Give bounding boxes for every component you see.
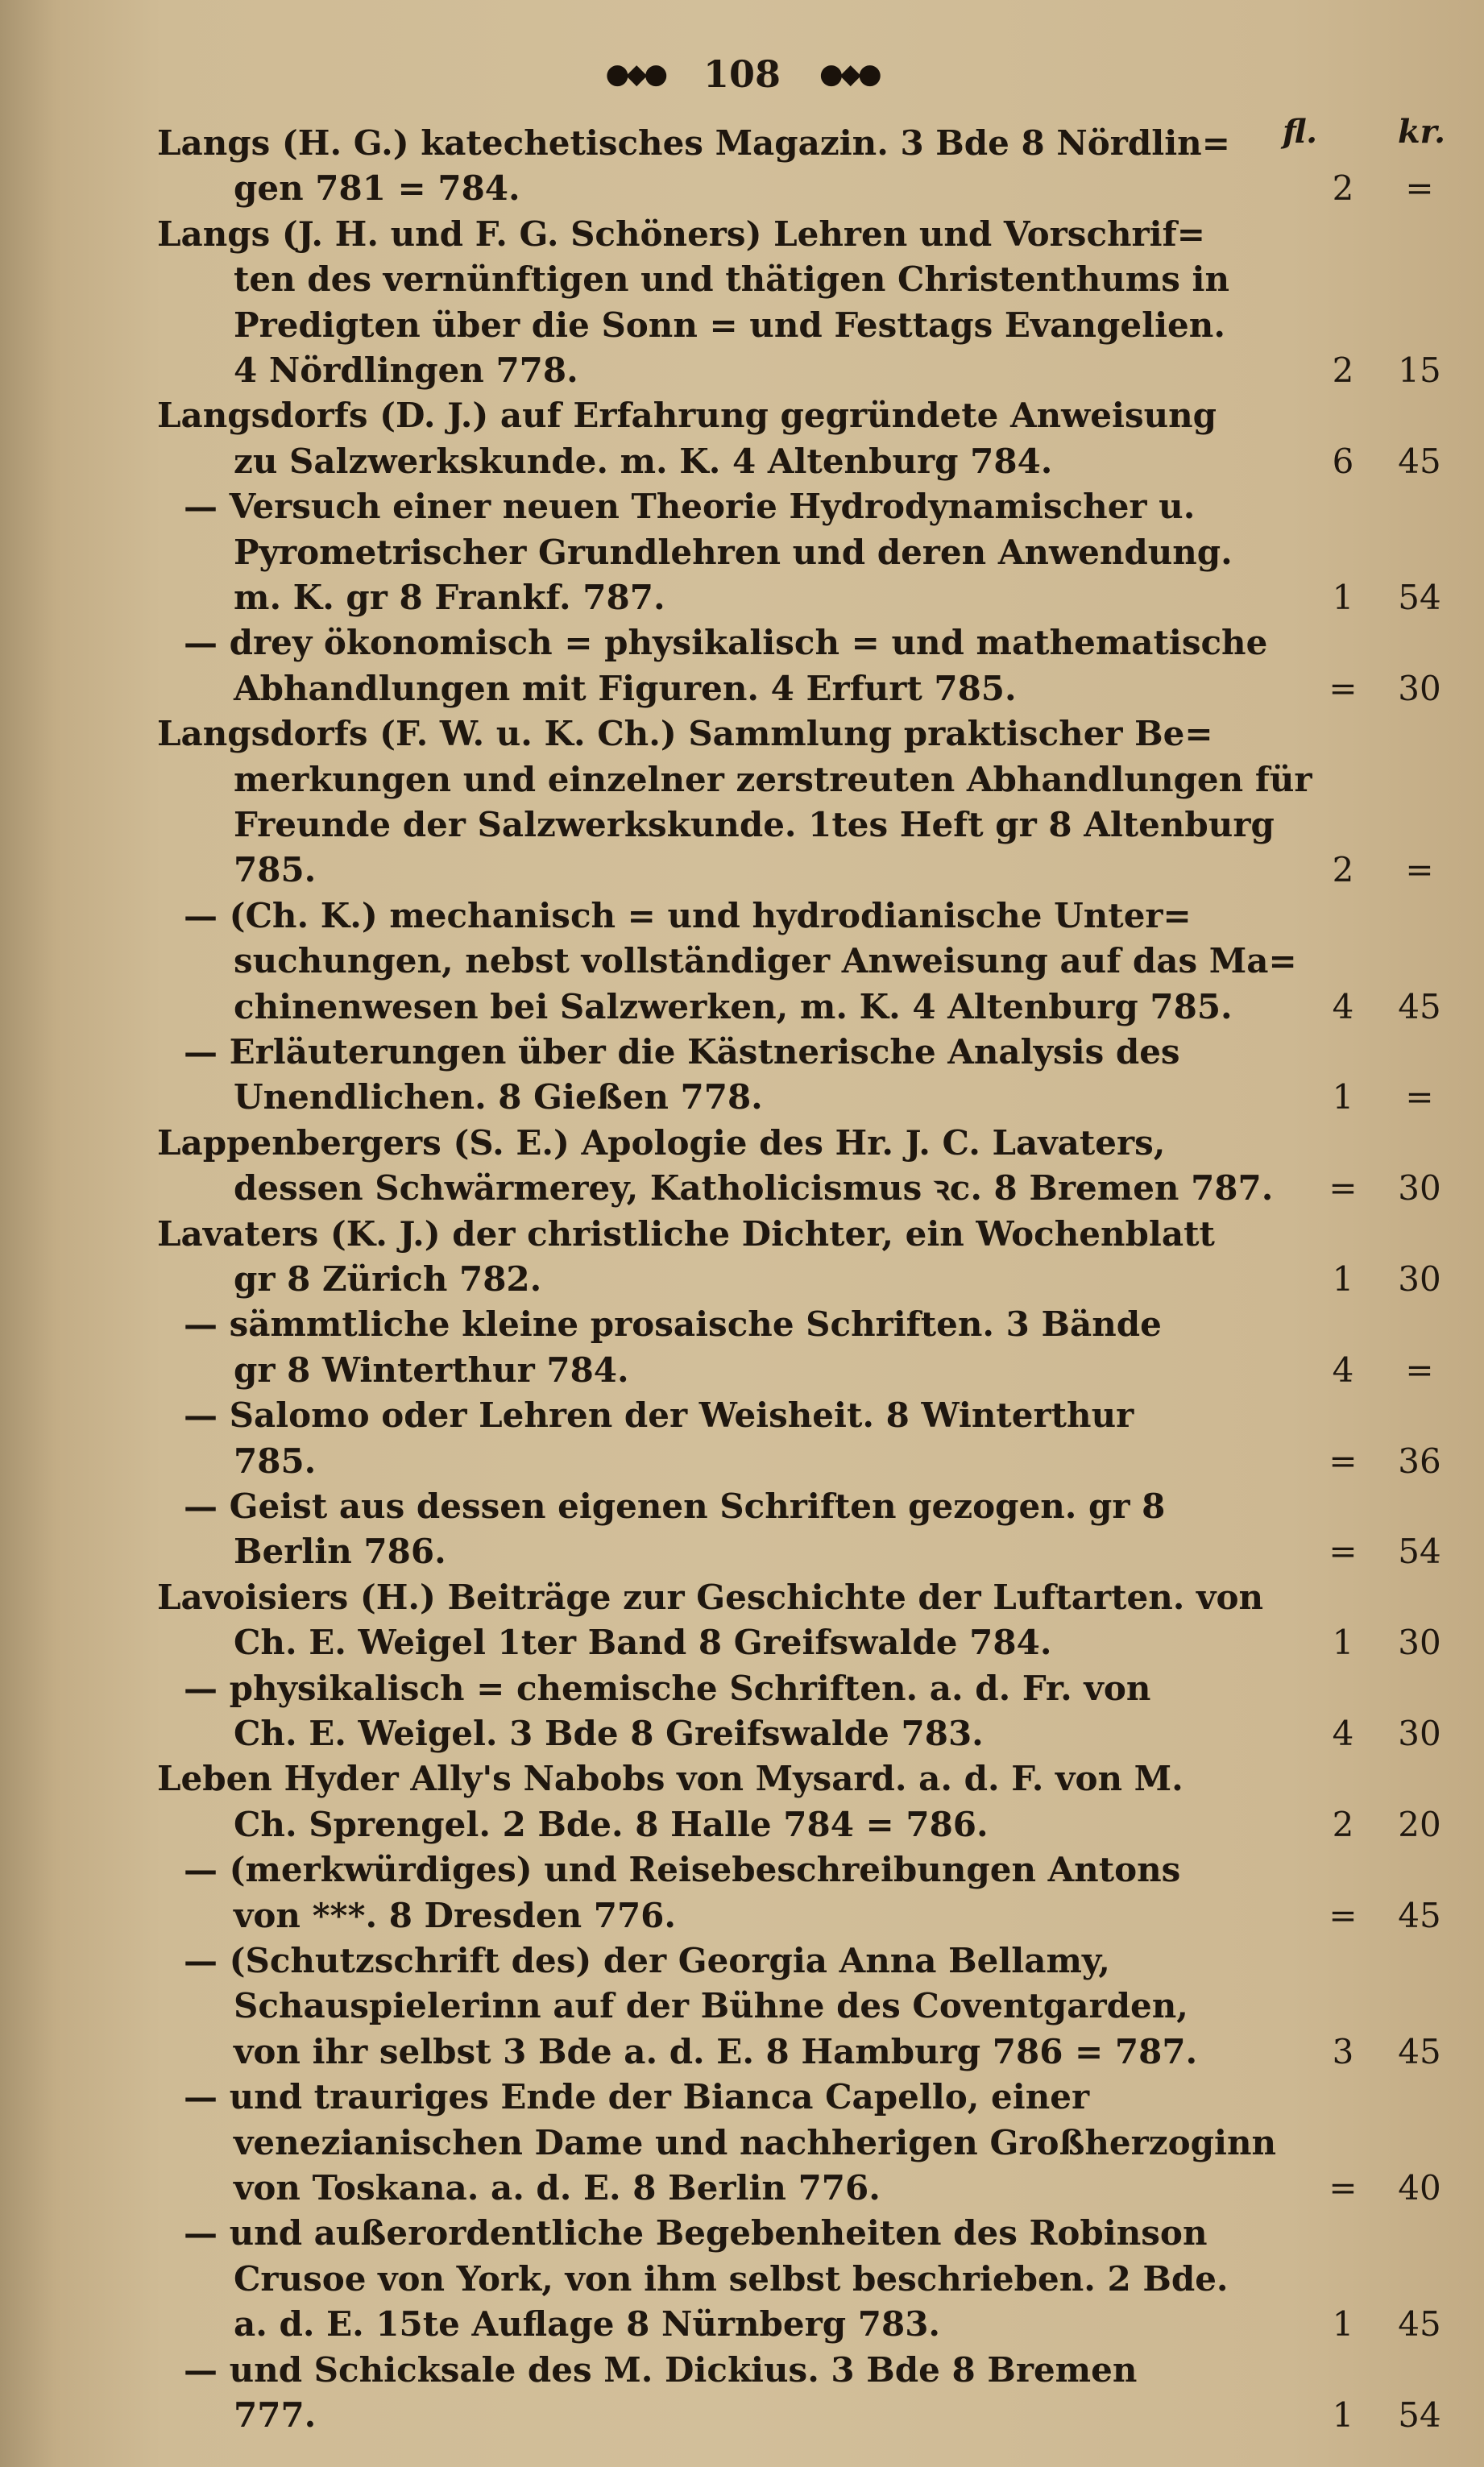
entry-text: — (merkwürdiges) und Reisebeschreibungen Antons: [184, 1850, 1181, 1890]
catalog-line: [0, 393, 1484, 438]
price-florin: 2: [1332, 850, 1354, 890]
catalog-line: [0, 348, 1484, 393]
entry-text: gen 781 = 784.: [234, 168, 520, 209]
catalog-line: [0, 1938, 1484, 1984]
price-florin: 3: [1332, 2031, 1354, 2071]
entry-text: suchungen, nebst vollständiger Anweisung auf das Ma=: [234, 941, 1297, 981]
price-kreuzer: 30: [1398, 1714, 1441, 1753]
entry-text: gr 8 Winterthur 784.: [234, 1350, 629, 1390]
entry-text: ten des vernünftigen und thätigen Christenthums in: [234, 259, 1230, 300]
price-florin: 1: [1332, 2304, 1354, 2345]
entry-text: — Geist aus dessen eigenen Schriften gezogen. gr 8: [184, 1486, 1166, 1526]
entry-text: gr 8 Zürich 782.: [234, 1259, 542, 1299]
catalog-line: [0, 1893, 1484, 1938]
entry-text: — und Schicksale des M. Dickius. 3 Bde 8 Bremen: [184, 2349, 1138, 2390]
price-kreuzer: 45: [1398, 986, 1441, 1026]
catalog-line: [0, 711, 1484, 757]
entry-text: Lavaters (K. J.) der christliche Dichter, ein Wochenblatt: [157, 1213, 1215, 1254]
catalog-line: [0, 212, 1484, 257]
catalog-line: [0, 620, 1484, 665]
entry-text: Ch. E. Weigel 1ter Band 8 Greifswalde 784.: [234, 1623, 1052, 1663]
column-header-fl: fl.: [1283, 113, 1318, 151]
price-florin: 1: [1332, 2395, 1354, 2435]
catalog-line: [0, 2393, 1484, 2438]
entry-text: — sämmtliche kleine prosaische Schriften. 3 Bände: [184, 1304, 1162, 1345]
entry-text: von ***. 8 Dresden 776.: [234, 1895, 677, 1935]
catalog-line: [0, 2211, 1484, 2256]
catalog-line: [0, 1575, 1484, 1620]
price-kreuzer: =: [1405, 850, 1434, 890]
catalog-line: [0, 1529, 1484, 1574]
price-florin: =: [1329, 1441, 1358, 1481]
entry-text: Unendlichen. 8 Gießen 778.: [234, 1077, 763, 1117]
price-florin: 2: [1332, 168, 1354, 209]
catalog-line: [0, 666, 1484, 711]
price-kreuzer: 30: [1398, 1168, 1441, 1209]
catalog-line: [0, 2030, 1484, 2075]
entry-text: venezianischen Dame und nachherigen Großherzoginn: [234, 2122, 1277, 2162]
price-florin: 2: [1332, 1804, 1354, 1844]
catalog-line: [0, 2348, 1484, 2393]
entry-text: chinenwesen bei Salzwerken, m. K. 4 Altenburg 785.: [234, 986, 1233, 1026]
entry-text: von Toskana. a. d. E. 8 Berlin 776.: [234, 2168, 881, 2208]
price-kreuzer: =: [1405, 168, 1434, 209]
entry-text: 785.: [234, 850, 317, 890]
catalog-line: [0, 1802, 1484, 1847]
price-florin: 1: [1332, 1259, 1354, 1299]
entry-text: — drey ökonomisch = physikalisch = und mathematische: [184, 623, 1268, 663]
catalog-line: [0, 484, 1484, 529]
ornament-left: ●◆●: [605, 58, 665, 90]
catalog-line: [0, 1075, 1484, 1120]
entry-text: Langsdorfs (D. J.) auf Erfahrung gegründete Anweisung: [157, 396, 1217, 436]
price-florin: =: [1329, 1532, 1358, 1572]
entry-text: 4 Nördlingen 778.: [234, 350, 578, 390]
catalog-line: [0, 1711, 1484, 1756]
price-kreuzer: 45: [1398, 441, 1441, 481]
price-florin: 4: [1332, 1714, 1354, 1753]
catalog-line: [0, 2075, 1484, 2120]
catalog-line: [0, 439, 1484, 484]
price-florin: 1: [1332, 578, 1354, 617]
price-florin: 1: [1332, 1623, 1354, 1663]
price-kreuzer: 15: [1398, 350, 1441, 390]
price-florin: 4: [1332, 986, 1354, 1026]
price-florin: 6: [1332, 441, 1354, 481]
catalog-line: [0, 2302, 1484, 2347]
entry-text: Lappenbergers (S. E.) Apologie des Hr. J. C. Lavaters,: [157, 1122, 1166, 1163]
catalog-line: [0, 1439, 1484, 1484]
entry-text: merkungen und einzelner zerstreuten Abhandlungen für: [234, 759, 1312, 799]
catalog-line: [0, 303, 1484, 348]
catalog-line: [0, 1984, 1484, 2029]
entry-text: — und außerordentliche Begebenheiten des Robinson: [184, 2213, 1208, 2253]
page-number: 108: [703, 52, 781, 96]
catalog-line: [0, 2166, 1484, 2211]
entry-text: Crusoe von York, von ihm selbst beschrieben. 2 Bde.: [234, 2258, 1229, 2299]
entry-text: — Erläuterungen über die Kästnerische Analysis des: [184, 1032, 1180, 1072]
catalog-line: [0, 1030, 1484, 1075]
entry-text: 785.: [234, 1441, 317, 1481]
price-kreuzer: 45: [1398, 1895, 1441, 1935]
catalog-line: [0, 121, 1484, 166]
entry-text: Berlin 786.: [234, 1532, 446, 1572]
catalog-line: [0, 1348, 1484, 1393]
entry-text: — physikalisch = chemische Schriften. a. d. Fr. von: [184, 1668, 1151, 1708]
entry-text: von ihr selbst 3 Bde a. d. E. 8 Hamburg 786 = 787.: [234, 2031, 1198, 2071]
entry-text: dessen Schwärmerey, Katholicismus ꝛc. 8 Bremen 787.: [234, 1168, 1274, 1209]
price-kreuzer: 54: [1398, 2395, 1441, 2435]
catalog-line: [0, 1756, 1484, 1802]
price-kreuzer: 54: [1398, 1532, 1441, 1572]
price-kreuzer: 30: [1398, 1259, 1441, 1299]
catalog-line: [0, 1620, 1484, 1665]
entry-text: Freunde der Salzwerkskunde. 1tes Heft gr 8 Altenburg: [234, 805, 1275, 844]
price-kreuzer: 20: [1398, 1804, 1441, 1844]
entry-text: — Salomo oder Lehren der Weisheit. 8 Winterthur: [184, 1395, 1134, 1436]
entry-text: Schauspielerinn auf der Bühne des Coventgarden,: [234, 1986, 1188, 2026]
column-header-kr: kr.: [1397, 113, 1445, 151]
entry-text: Pyrometrischer Grundlehren und deren Anwendung.: [234, 532, 1233, 572]
catalog-line: [0, 1302, 1484, 1347]
entry-text: m. K. gr 8 Frankf. 787.: [234, 578, 665, 617]
entry-text: Ch. E. Weigel. 3 Bde 8 Greifswalde 783.: [234, 1714, 984, 1753]
catalog-line: [0, 1257, 1484, 1302]
entry-text: — und trauriges Ende der Bianca Capello, einer: [184, 2077, 1090, 2117]
catalog-line: [0, 1212, 1484, 1257]
catalog-line: [0, 1484, 1484, 1529]
catalog-line: [0, 894, 1484, 939]
catalog-line: [0, 1393, 1484, 1438]
entry-text: Lavoisiers (H.) Beiträge zur Geschichte der Luftarten. von: [157, 1577, 1263, 1617]
price-kreuzer: 45: [1398, 2031, 1441, 2071]
entry-text: — Versuch einer neuen Theorie Hydrodynamischer u.: [184, 487, 1196, 527]
catalog-line: [0, 575, 1484, 620]
entry-text: Langs (H. G.) katechetisches Magazin. 3 Bde 8 Nördlin=: [157, 123, 1230, 163]
price-kreuzer: 40: [1398, 2168, 1441, 2208]
price-florin: 2: [1332, 350, 1354, 390]
price-kreuzer: =: [1405, 1350, 1434, 1390]
entry-text: Leben Hyder Ally's Nabobs von Mysard. a. d. F. von M.: [157, 1759, 1183, 1799]
catalog-line: [0, 1121, 1484, 1166]
catalog-line: [0, 757, 1484, 802]
price-florin: =: [1329, 1168, 1358, 1209]
catalog-line: [0, 530, 1484, 575]
entry-text: — (Schutzschrift des) der Georgia Anna Bellamy,: [184, 1941, 1110, 1980]
price-kreuzer: 45: [1398, 2304, 1441, 2345]
catalog-line: [0, 1847, 1484, 1893]
entry-text: 777.: [234, 2395, 317, 2435]
entry-text: Langsdorfs (F. W. u. K. Ch.) Sammlung praktischer Be=: [157, 714, 1213, 754]
catalog-line: [0, 257, 1484, 302]
price-kreuzer: =: [1405, 1077, 1434, 1117]
price-kreuzer: 54: [1398, 578, 1441, 617]
catalog-line: [0, 985, 1484, 1030]
entry-text: Abhandlungen mit Figuren. 4 Erfurt 785.: [234, 668, 1017, 708]
catalog-line: [0, 166, 1484, 211]
catalog-line: [0, 2121, 1484, 2166]
price-florin: 1: [1332, 1077, 1354, 1117]
entry-text: zu Salzwerkskunde. m. K. 4 Altenburg 784.: [234, 441, 1053, 481]
entry-text: Langs (J. H. und F. G. Schöners) Lehren und Vorschrif=: [157, 214, 1205, 254]
catalog-line: [0, 1666, 1484, 1711]
ornament-right: ●◆●: [819, 58, 879, 90]
catalog-line: [0, 2257, 1484, 2302]
catalog-line: [0, 1166, 1484, 1211]
catalog-line: [0, 939, 1484, 984]
entry-text: Ch. Sprengel. 2 Bde. 8 Halle 784 = 786.: [234, 1804, 989, 1844]
price-florin: 4: [1332, 1350, 1354, 1390]
price-florin: =: [1329, 1895, 1358, 1935]
price-kreuzer: 36: [1398, 1441, 1441, 1481]
entry-text: a. d. E. 15te Auflage 8 Nürnberg 783.: [234, 2304, 941, 2345]
price-florin: =: [1329, 2168, 1358, 2208]
page-header: [0, 50, 1484, 98]
entry-text: Predigten über die Sonn = und Festtags Evangelien.: [234, 305, 1225, 345]
price-florin: =: [1329, 668, 1358, 708]
price-kreuzer: 30: [1398, 668, 1441, 708]
price-kreuzer: 30: [1398, 1623, 1441, 1663]
entry-text: — (Ch. K.) mechanisch = und hydrodianische Unter=: [184, 895, 1192, 935]
catalog-line: [0, 802, 1484, 848]
catalog-line: [0, 848, 1484, 893]
